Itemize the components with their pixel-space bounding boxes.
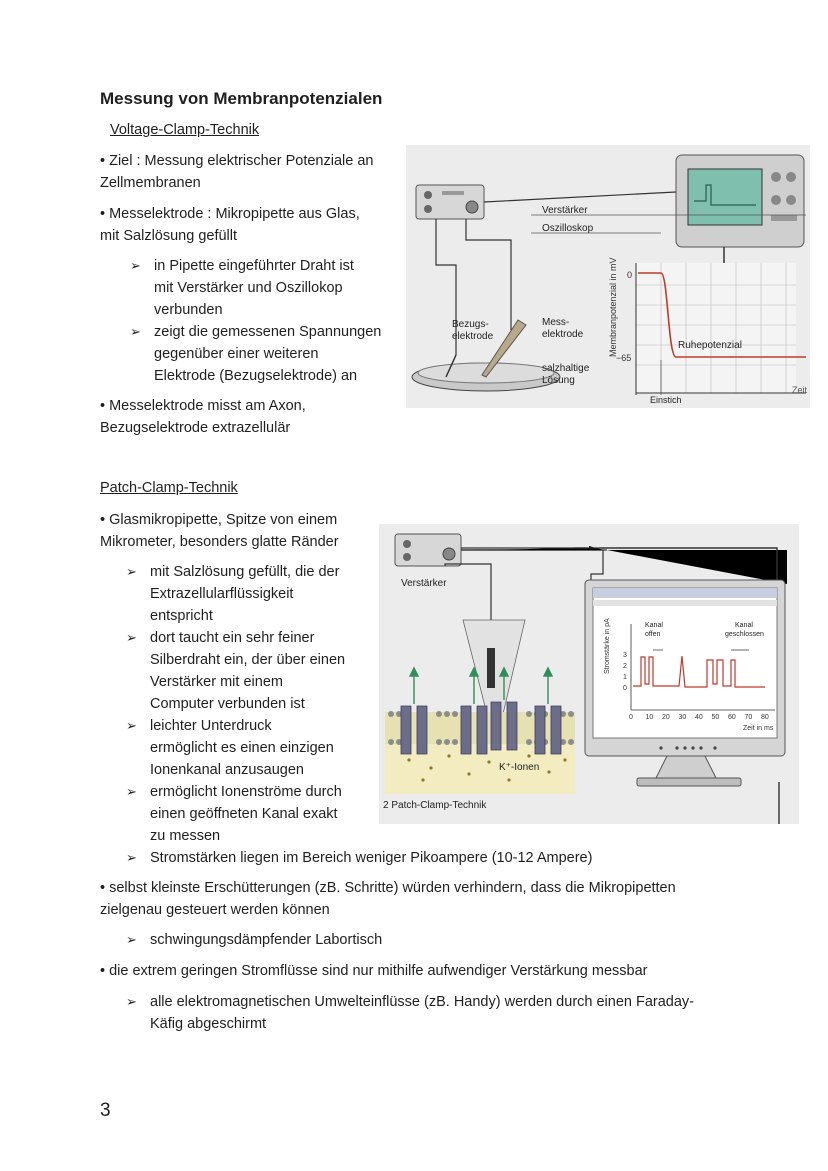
pc-bullet-pipette-line1: • Glasmikropipette, Spitze von einem (100, 512, 338, 528)
page-title: Messung von Membranpotenzialen (100, 89, 383, 108)
arrow-bullet-icon: ➢ (126, 718, 137, 733)
pc-sub-faraday-line1: alle elektromagnetischen Umwelteinflüsse (zB. Handy) werden durch einen Faraday- (150, 994, 695, 1010)
arrow-bullet-icon: ➢ (130, 258, 141, 273)
pc-sub-silverwire (126, 627, 376, 715)
pc-sub-suction-line3: Ionenkanal anzusaugen (150, 762, 304, 778)
pc-y-tick: 1 (623, 674, 627, 681)
pc-y-tick: 3 (623, 652, 627, 659)
pc-x-tick: 20 (662, 714, 670, 721)
label-verstaerker: Verstärker (542, 205, 588, 216)
pc-figure-caption: 2 Patch-Clamp-Technik (383, 800, 487, 811)
pc-graph-x-label: Zeit in ms (743, 725, 774, 732)
label-zeit: Zeit (792, 385, 808, 395)
pc-x-tick: 70 (744, 714, 753, 721)
pc-bullet-pipette-line2: Mikrometer, besonders glatte Ränder (100, 534, 339, 550)
pc-sub-suction-line2: ermöglicht es einen einzigen (150, 740, 334, 756)
pc-sub-faraday-line2: Käfig abgeschirmt (150, 1016, 267, 1032)
pc-sub-saline-line2: Extrazellularflüssigkeit (150, 586, 294, 602)
pc-sub-ioncurrent-line1: ermöglicht Ionenströme durch (150, 784, 342, 800)
pc-x-tick: 40 (695, 714, 703, 721)
vc-sub-voltage-line2: gegenüber einer weiteren (154, 346, 319, 362)
vc-sub-wire-line3: verbunden (154, 302, 223, 318)
pc-bullet-amplification: • die extrem geringen Stromflüsse sind nur mithilfe aufwendiger Verstärkung messbar (100, 963, 648, 979)
oscilloscope-device-icon (676, 155, 804, 247)
vc-graph-tick-0: 0 (627, 270, 633, 280)
voltage-clamp-heading: Voltage-Clamp-Technik (110, 122, 260, 138)
pc-sub-ioncurrent-line2: einen geöffneten Kanal exakt (150, 806, 338, 822)
pc-sub-silverwire-line2: Silberdraht ein, der über einen (150, 652, 346, 668)
pc-label-geschlossen-1: Kanal (735, 622, 753, 629)
vc-sub-wire (130, 255, 390, 321)
label-salz-1: salzhaltige (542, 363, 590, 374)
label-bezugs-1: Bezugs- (452, 319, 489, 330)
pc-x-tick: 50 (711, 714, 720, 721)
pc-x-tick: 30 (678, 714, 687, 721)
membrane-potential-graph (636, 263, 806, 395)
vc-bullet-goal-line2: Zellmembranen (100, 175, 201, 191)
vc-bullet-electrode-line2: mit Salzlösung gefüllt (100, 228, 238, 244)
vc-sub-voltage-line1: zeigt die gemessenen Spannungen (154, 324, 382, 340)
vc-sub-wire-line2: mit Verstärker und Oszillokop (154, 280, 343, 296)
pc-label-ionen: K⁺-Ionen (499, 762, 540, 773)
pc-label-verstaerker: Verstärker (401, 578, 447, 589)
label-mess-2: elektrode (542, 329, 584, 340)
pc-label-offen-2: offen (645, 631, 661, 638)
pc-sub-silverwire-line1: dort taucht ein sehr feiner (150, 630, 315, 646)
vc-bullet-axon-line1: • Messelektrode misst am Axon, (100, 398, 306, 414)
label-salz-2: Lösung (542, 375, 575, 386)
patch-clamp-figure (379, 524, 799, 824)
pc-sub-picoampere-text: Stromstärken liegen im Bereich weniger Pikoampere (10-12 Ampere) (150, 850, 593, 866)
vc-graph-y-axis-label: Membranpotenzial in mV (608, 257, 618, 357)
pc-sub-suction (126, 715, 376, 781)
vc-graph-tick-m65: −65 (616, 353, 632, 363)
pc-x-tick: 10 (645, 714, 654, 721)
arrow-bullet-icon: ➢ (130, 324, 141, 339)
pc-label-offen-1: Kanal (645, 622, 663, 629)
arrow-bullet-icon: ➢ (126, 932, 137, 947)
label-oszilloskop: Oszilloskop (542, 223, 594, 234)
pc-x-tick: 80 (761, 714, 769, 721)
pc-x-tick: 60 (728, 714, 736, 721)
pc-sub-ioncurrent-line3: zu messen (150, 828, 221, 844)
patch-clamp-heading: Patch-Clamp-Technik (100, 480, 238, 496)
pc-sub-faraday (126, 991, 746, 1035)
label-ruhepotenzial: Ruhepotenzial (678, 340, 742, 351)
pc-x-tick: 0 (629, 714, 633, 721)
label-mess-1: Mess- (542, 317, 570, 328)
pc-sub-saline-line1: mit Salzlösung gefüllt, die der (150, 564, 340, 580)
amplifier-device-icon (416, 185, 484, 219)
pc-sub-suction-line1: leichter Unterdruck (150, 718, 272, 734)
vc-bullet-axon-line2: Bezugselektrode extrazellulär (100, 420, 291, 436)
pc-sub-ioncurrent (126, 781, 376, 847)
amplifier-device-icon (395, 534, 461, 566)
pc-sub-silverwire-line4: Computer verbunden ist (150, 696, 305, 712)
vc-bullet-goal-line1: • Ziel : Messung elektrischer Potenziale an (100, 153, 374, 169)
pc-sub-silverwire-line3: Verstärker mit einem (150, 674, 283, 690)
voltage-clamp-figure (406, 145, 810, 408)
pc-sub-picoampere (126, 847, 686, 869)
vc-bullet-electrode-line1: • Messelektrode : Mikropipette aus Glas, (100, 206, 360, 222)
vc-sub-wire-line1: in Pipette eingeführter Draht ist (154, 258, 354, 274)
pc-y-tick: 0 (623, 685, 627, 692)
pc-bullet-vibration-line1: • selbst kleinste Erschütterungen (zB. Schritte) würden verhindern, dass die Mikropipetten (100, 880, 676, 896)
pc-sub-saline-line3: entspricht (150, 608, 213, 624)
pc-sub-labtable-text: schwingungsdämpfender Labortisch (150, 932, 383, 948)
arrow-bullet-icon: ➢ (126, 564, 137, 579)
arrow-bullet-icon: ➢ (126, 850, 137, 865)
arrow-bullet-icon: ➢ (126, 784, 137, 799)
pc-label-geschlossen-2: geschlossen (725, 631, 764, 638)
vc-sub-voltage (130, 321, 400, 387)
pc-graph-y-axis-label: Stromstärke in pA (604, 618, 611, 674)
arrow-bullet-icon: ➢ (126, 994, 137, 1009)
arrow-bullet-icon: ➢ (126, 630, 137, 645)
pc-sub-saline (126, 561, 376, 627)
label-bezugs-2: elektrode (452, 331, 494, 342)
pc-graph-x-ticks (629, 714, 769, 721)
vc-sub-voltage-line3: Elektrode (Bezugselektrode) an (154, 368, 358, 384)
pc-sub-labtable (126, 929, 526, 951)
pc-y-tick: 2 (623, 663, 627, 670)
pc-bullet-vibration-line2: zielgenau gesteuert werden können (100, 902, 330, 918)
page-number: 3 (100, 1100, 111, 1121)
label-einstich: Einstich (650, 395, 682, 405)
